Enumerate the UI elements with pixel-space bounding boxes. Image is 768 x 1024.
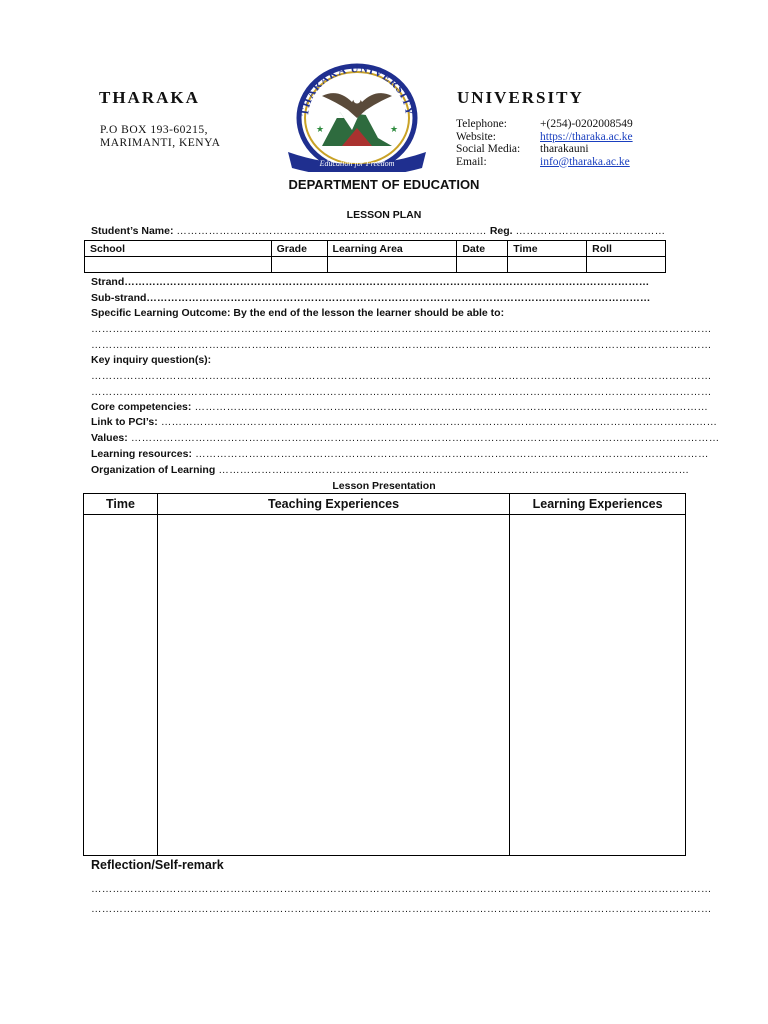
- values-row: [91, 432, 719, 444]
- slo-field-2[interactable]: …………………………………………………………………………………………………………………………………………………………: [91, 339, 712, 351]
- slo-field-1[interactable]: …………………………………………………………………………………………………………………………………………………………: [91, 323, 712, 335]
- header-school: School: [85, 241, 272, 257]
- kiq-label: Key inquiry question(s):: [91, 354, 212, 366]
- reflection-field-2[interactable]: …………………………………………………………………………………………………………………………………………………………: [91, 903, 712, 915]
- logo-text: THARAKA UNIVERSITY: [298, 62, 416, 117]
- student-name-label: Student’s Name:: [91, 225, 174, 237]
- contact-value: +(254)-0202008549: [540, 118, 633, 130]
- postal-address: [100, 124, 220, 150]
- learning-experiences-cell[interactable]: [510, 515, 686, 856]
- reflection-field-1[interactable]: …………………………………………………………………………………………………………………………………………………………: [91, 883, 712, 895]
- date-cell[interactable]: [457, 257, 508, 273]
- contact-website: [456, 131, 633, 144]
- organization-field[interactable]: ……………………………………………………………………………………………………………………: [215, 464, 690, 476]
- school-info-table: [84, 240, 666, 273]
- teaching-experiences-cell[interactable]: [157, 515, 509, 856]
- svg-text:★: ★: [390, 124, 399, 134]
- header-learning-area: Learning Area: [327, 241, 457, 257]
- organization-label: Organization of Learning: [91, 464, 216, 476]
- lesson-presentation-title: Lesson Presentation: [332, 480, 436, 492]
- table-row: [84, 515, 686, 856]
- student-name-field[interactable]: ……………………………………………………………………………: [176, 225, 490, 237]
- time-cell[interactable]: [508, 257, 587, 273]
- website-link[interactable]: https://tharaka.ac.ke: [540, 130, 633, 143]
- contact-block: [456, 118, 633, 168]
- reflection-label: Reflection/Self-remark: [91, 858, 224, 872]
- header-learning-experiences: Learning Experiences: [510, 494, 686, 515]
- university-name-left: THARAKA: [99, 88, 200, 107]
- contact-label: Social Media:: [456, 143, 521, 155]
- header-time: Time: [508, 241, 587, 257]
- strand-field[interactable]: Strand……………………………………………………………………………………………………………………………………: [91, 276, 650, 288]
- roll-cell[interactable]: [587, 257, 666, 273]
- resources-field[interactable]: ………………………………………………………………………………………………………………………………: [191, 448, 709, 460]
- values-label: Values:: [91, 432, 128, 444]
- grade-cell[interactable]: [271, 257, 327, 273]
- department-title: DEPARTMENT OF EDUCATION: [288, 177, 480, 192]
- contact-label: Website:: [456, 130, 496, 143]
- reg-label: Reg.: [489, 225, 513, 237]
- contact-value: tharakauni: [540, 143, 589, 155]
- contact-label: Telephone:: [456, 118, 507, 130]
- slo-label: Specific Learning Outcome: By the end of the lesson the learner should be able to:: [91, 307, 505, 319]
- table-row: [84, 494, 686, 515]
- pci-label: Link to PCI’s:: [91, 416, 158, 428]
- header-teaching-experiences: Teaching Experiences: [157, 494, 509, 515]
- table-row: [85, 257, 666, 273]
- contact-label: Email:: [456, 155, 487, 168]
- core-competencies-field[interactable]: ………………………………………………………………………………………………………………………………: [191, 401, 709, 413]
- core-competencies-label: Core competencies:: [91, 401, 192, 413]
- school-cell[interactable]: [85, 257, 272, 273]
- pci-field[interactable]: …………………………………………………………………………………………………………………………………………: [157, 416, 718, 428]
- sub-strand-field[interactable]: Sub-strand………………………………………………………………………………………………………………………………: [91, 292, 651, 304]
- contact-email: [456, 156, 633, 169]
- organization-row: [91, 464, 689, 476]
- contact-telephone: [456, 118, 633, 131]
- header-roll: Roll: [587, 241, 666, 257]
- header-date: Date: [457, 241, 508, 257]
- pci-row: [91, 416, 717, 428]
- core-competencies-row: [91, 401, 708, 413]
- learning-area-cell[interactable]: [327, 257, 457, 273]
- address-line-1: P.O BOX 193-60215,: [100, 124, 209, 136]
- resources-row: [91, 448, 709, 460]
- lesson-plan-title: LESSON PLAN: [346, 209, 422, 221]
- values-field[interactable]: …………………………………………………………………………………………………………………………………………………: [127, 432, 720, 444]
- contact-social: [456, 143, 633, 156]
- time-column-cell[interactable]: [84, 515, 158, 856]
- resources-label: Learning resources:: [91, 448, 192, 460]
- header-grade: Grade: [271, 241, 327, 257]
- reg-field[interactable]: ……………………………………: [515, 225, 666, 237]
- lesson-presentation-table: [83, 493, 686, 856]
- address-line-2: MARIMANTI, KENYA: [100, 137, 221, 149]
- university-name-right: UNIVERSITY: [457, 88, 584, 107]
- student-line: [91, 225, 665, 237]
- logo-motto: Education for Freedom: [319, 159, 395, 168]
- university-logo-icon: [282, 58, 432, 172]
- svg-text:★: ★: [316, 124, 325, 134]
- header-time: Time: [84, 494, 158, 515]
- kiq-field-2[interactable]: …………………………………………………………………………………………………………………………………………………………: [91, 386, 712, 398]
- table-row: [85, 241, 666, 257]
- email-link[interactable]: info@tharaka.ac.ke: [540, 155, 630, 168]
- kiq-field-1[interactable]: …………………………………………………………………………………………………………………………………………………………: [91, 370, 712, 382]
